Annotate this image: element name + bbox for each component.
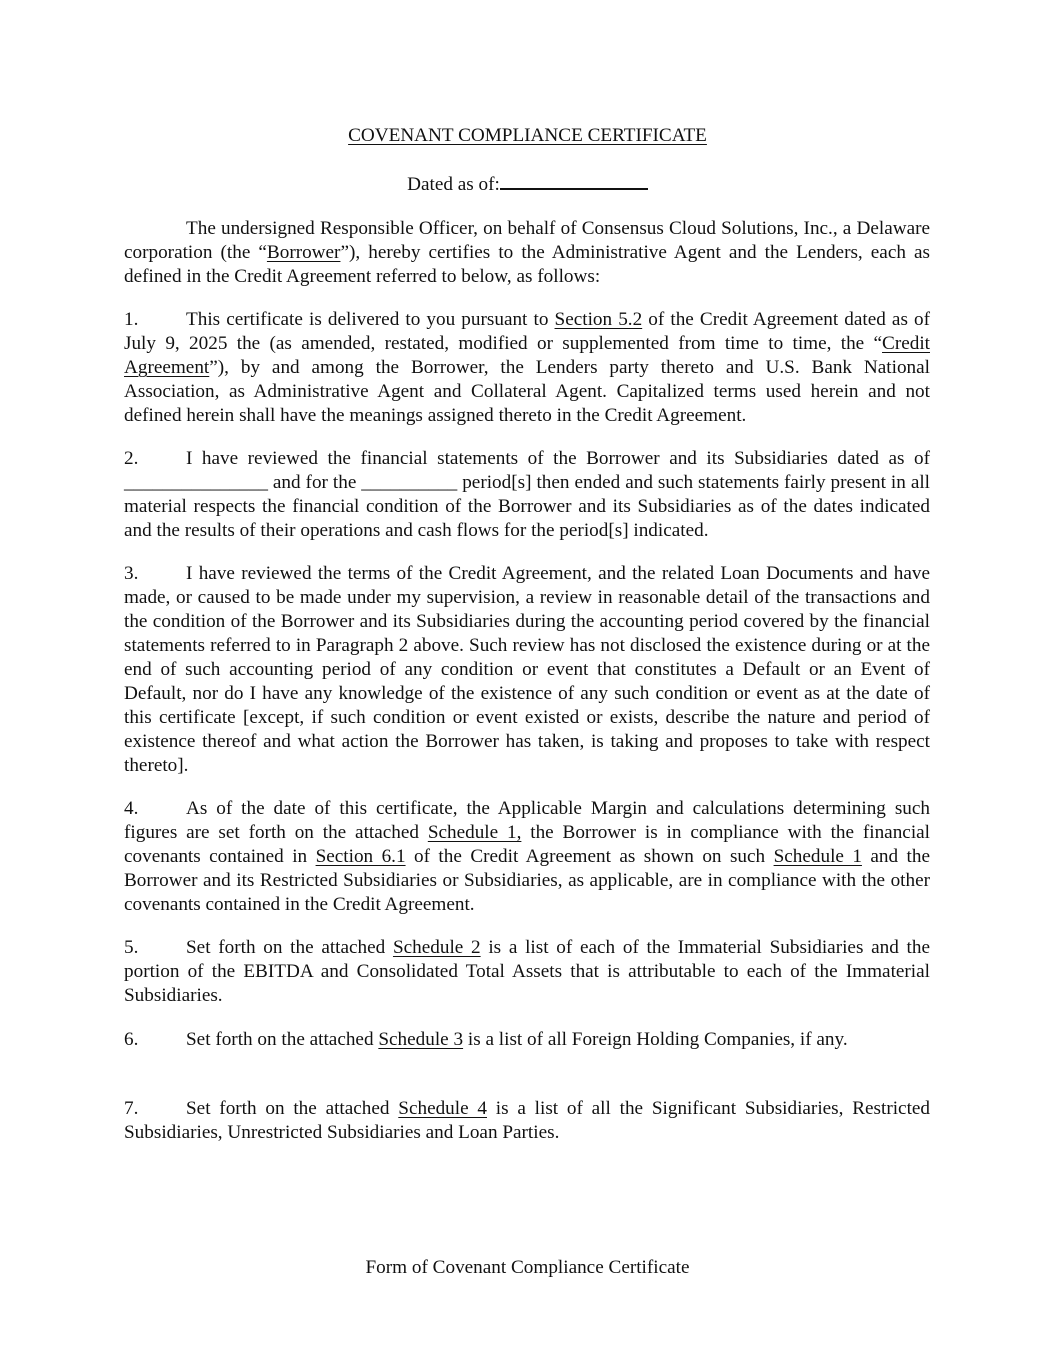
date-blank-line	[500, 170, 648, 190]
paragraph-number: 1.	[124, 309, 139, 330]
paragraph-number: 6.	[124, 1029, 139, 1050]
schedule-reference: Schedule 1	[773, 846, 862, 867]
page-footer: Form of Covenant Compliance Certificate	[365, 1257, 690, 1278]
section-reference: Section 6.1	[315, 846, 406, 867]
paragraph-5: 5. Set forth on the attached Schedule 2 is a list of each of the Immaterial Subsidiaries and the portion of the EBITDA and Consolidated Total Assets that is attributable to each of the Immaterial Subsidiaries.	[124, 937, 930, 1006]
paragraph-1: 1. This certificate is delivered to you pursuant to Section 5.2 of the Credit Agreement dated as of July 9, 2025 the (as amended, restated, modified or supplemented from time to time, the “Credit Agreement”), by and among the Borrower, the Lenders party thereto and U.S. Bank National Association, as Administrative Agent and Collateral Agent. Capitalized terms used herein and not defined herein shall have the meanings assigned thereto in the Credit Agreement.	[124, 309, 930, 426]
section-reference: Section 5.2	[554, 309, 643, 330]
paragraph-number: 5.	[124, 937, 139, 958]
borrower-defined-term: Borrower	[266, 242, 341, 263]
schedule-reference: Schedule 1,	[427, 822, 522, 843]
schedule-reference: Schedule 2	[392, 937, 481, 958]
paragraph-4: 4. As of the date of this certificate, the Applicable Margin and calculations determining such figures are set forth on the attached Schedule 1, the Borrower is in compliance with the financial covenants contained in Section 6.1 of the Credit Agreement as shown on such Schedule 1 and the Borrower and its Restricted Subsidiaries or Subsidiaries, as applicable, are in compliance with the other covenants contained in the Credit Agreement.	[124, 798, 930, 915]
paragraph-6: 6. Set forth on the attached Schedule 3 is a list of all Foreign Holding Companies, if any.	[124, 1029, 848, 1050]
paragraph-number: 7.	[124, 1098, 139, 1119]
paragraph-7: 7. Set forth on the attached Schedule 4 is a list of all the Significant Subsidiaries, Restricted Subsidiaries, Unrestricted Subsidiaries and Loan Parties.	[124, 1098, 931, 1143]
paragraph-number: 3.	[124, 563, 139, 584]
paragraph-2: 2. I have reviewed the financial statements of the Borrower and its Subsidiaries dated as of _______________ and for the __________ period[s] then ended and such statements fairly present in all material respects the financial condition of the Borrower and its Subsidiaries as of the dates indicated and the results of their operations and cash flows for the period[s] indicated.	[124, 448, 930, 541]
dated-label: Dated as of:	[407, 174, 500, 195]
paragraph-number: 4.	[124, 798, 139, 819]
credit-agreement-defined-term: Credit Agreement	[124, 333, 930, 378]
paragraph-3: 3. I have reviewed the terms of the Credit Agreement, and the related Loan Documents and have made, or caused to be made under my supervision, a review in reasonable detail of the transactions and the condition of the Borrower and its Subsidiaries during the accounting period covered by the financial statements referred to in Paragraph 2 above. Such review has not disclosed the existence during or at the end of such accounting period of any condition or event that constitutes a Default or an Event of Default, nor do I have any knowledge of the existence of any such condition or event as at the date of this certificate [except, if such condition or event existed or exists, describe the nature and period of existence thereof and what action the Borrower has taken, is taking and proposes to take with respect thereto].	[124, 563, 930, 776]
dated-as-of-line	[0, 170, 1055, 197]
paragraph-number: 2.	[124, 448, 139, 469]
intro-paragraph: The undersigned Responsible Officer, on behalf of Consensus Cloud Solutions, Inc., a Delaware corporation (the “Borrower”), hereby certifies to the Administrative Agent and the Lenders, each as defined in the Credit Agreement referred to below, as follows:	[124, 218, 930, 287]
document-title: COVENANT COMPLIANCE CERTIFICATE	[348, 125, 707, 146]
schedule-reference: Schedule 4	[398, 1098, 487, 1119]
schedule-reference: Schedule 3	[378, 1029, 464, 1050]
